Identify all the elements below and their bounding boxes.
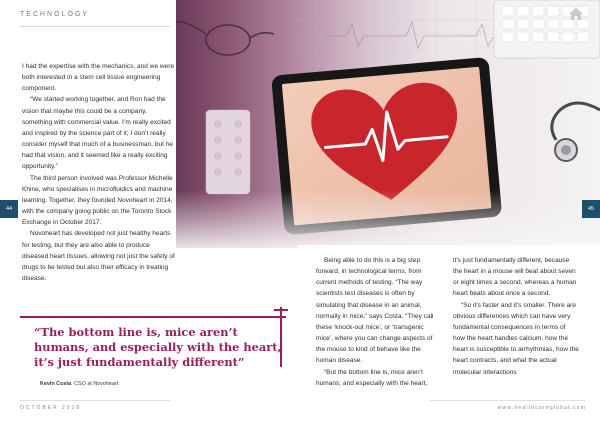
- footer-rule-left: [20, 400, 170, 401]
- paragraph: Being able to do this is a big step forward, in technological terms, from current methods of testing. “The way scientists test diseases is often by simulating that disease in an animal, normally in mice,” says Costa. “They call these ‘knock-out mice’, or ‘transgenic mice’, where you can change aspects of the mouse to kind of behave like the human disease.: [316, 257, 434, 365]
- paragraph: Novoheart has developed not just healthy hearts for testing, but they are also able to produce diseased heart tissues, allowing not just the safety of drugs to be tested but also their efficacy in treating disease.: [22, 230, 175, 282]
- home-icon[interactable]: [568, 7, 584, 21]
- paragraph: “We started working together, and Ron had the vision that maybe this could be a company, something with commercial value. I’m really excited and inspired by the science part of it; I don’t really consider myself that much of a businessman, but he had that vision, and it seemed like a really exciting opportunity.”: [22, 96, 174, 171]
- tablet-heart-illustration: [176, 0, 600, 248]
- article-column-1: [22, 61, 177, 284]
- article-column-3: [453, 255, 579, 378]
- pull-quote-rule: [20, 316, 286, 318]
- attribution-role: , CSO at Novoheart: [71, 381, 119, 387]
- pull-quote-cross: [274, 309, 288, 311]
- paragraph: “But the bottom line is, mice aren’t humans, and especially with the heart,: [316, 368, 428, 387]
- paragraph: I had the expertise with the mechanics, and we were both interested in a stem cell tissue engineering component.: [22, 63, 175, 93]
- pull-quote-text: “The bottom line is, mice aren’t humans, and especially with the heart, it’s just fundamentally different”: [34, 325, 282, 369]
- page-number-right: 45: [582, 200, 600, 218]
- article-column-2: [316, 255, 436, 389]
- page-number-left: 44: [0, 200, 18, 218]
- section-tag: TECHNOLOGY: [20, 11, 90, 18]
- hero-photo: [176, 0, 600, 248]
- pull-quote-attribution: [40, 381, 118, 387]
- glasses-icon: [176, 22, 274, 55]
- footer-date: OCTOBER 2018: [20, 405, 82, 411]
- paragraph: “So it’s faster and it’s smaller. There are obvious differences which can have very fundamental consequences in terms of how the heart handles calcium, how the heart is susceptible to arrhythmias, how the heart contracts, and what the actual molecular interactions: [453, 301, 579, 376]
- footer-website: www.healthcareglobal.com: [497, 405, 586, 411]
- keyboard: [494, 0, 600, 58]
- footer-rule-right: [430, 400, 586, 401]
- stethoscope-icon: [552, 103, 600, 161]
- header-rule: [20, 26, 170, 27]
- attribution-name: Kevin Costa: [40, 381, 72, 387]
- paragraph: The third person involved was Professor Michelle Khine, who specialises in microfluidics and machine learning. Together, they founded Novoheart in 2014, with the company going public on the Toronto Stock Exchange in October 2017.: [22, 174, 173, 227]
- pill-pack: [206, 110, 250, 194]
- paragraph: it’s just fundamentally different, because the heart in a mouse will beat about seven or eight times a second, whereas a human heart beats about once a second.: [453, 257, 577, 298]
